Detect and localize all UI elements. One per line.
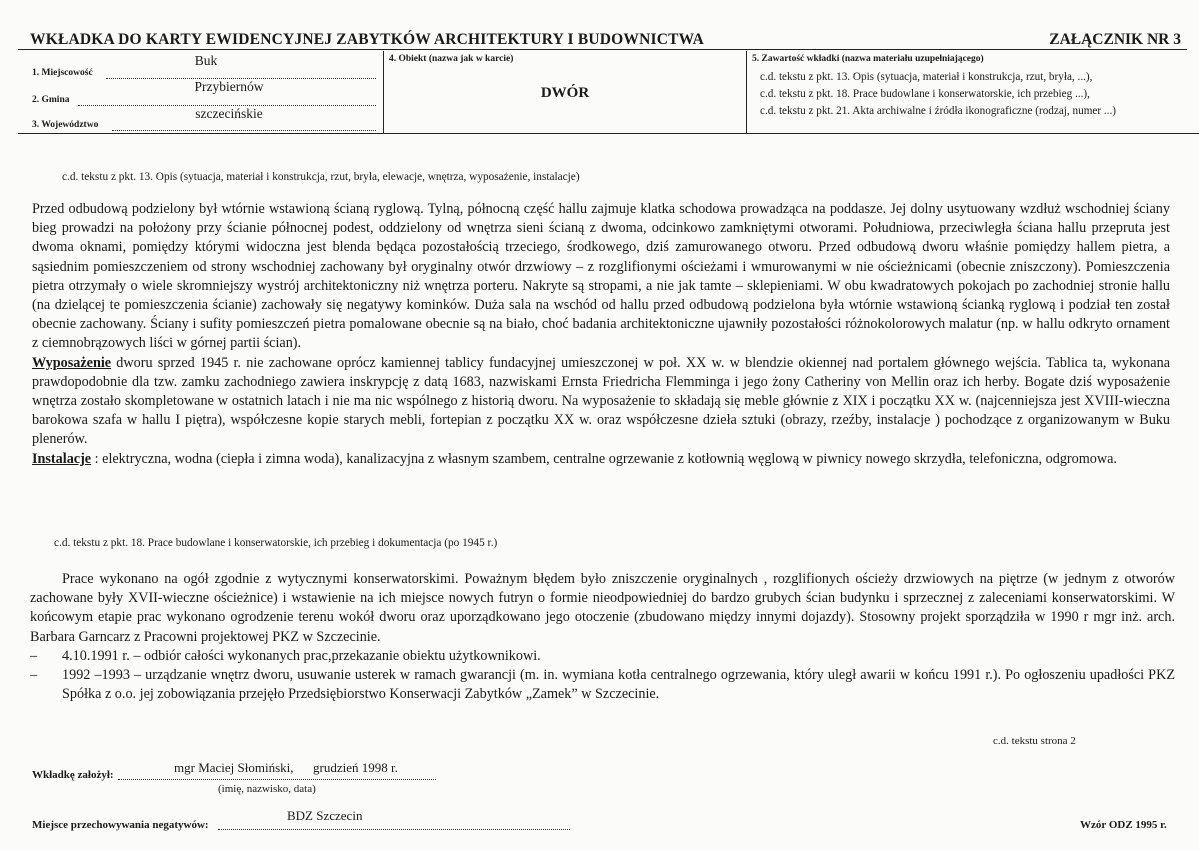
gmina-value: Przybiernów: [194, 79, 264, 94]
negatives-value: BDZ Szczecin: [287, 808, 363, 823]
created-by-line: [118, 779, 436, 780]
contents-line-13: c.d. tekstu z pkt. 13. Opis (sytuacja, materiał i konstrukcja, rzut, bryła, ...),: [760, 71, 1093, 83]
object-name: DWÓR: [540, 85, 590, 101]
miejscowosc-label: 1. Miejscowość: [32, 68, 93, 78]
wojewodztwo-label: 3. Województwo: [32, 120, 99, 130]
continued-note: c.d. tekstu strona 2: [993, 735, 1076, 747]
annex-number: ZAŁĄCZNIK NR 3: [1049, 31, 1181, 48]
wojewodztwo-line: [112, 130, 376, 131]
section18-paragraph: Prace wykonano na ogół zgodnie z wytycznymi konserwatorskimi. Poważnym błędem było zniszczenie oryginalnych , rozglifionych ościeży drzwiowych na piętrze (w jednym z otworów zachowane były XVII-wieczne ościeżnice) i wstawienie na ich miejsce nowych futryn o formie nieodpowiedniej do bardzo grubych ścian budynku i sprzecznej z zaleceniami konserwatorskimi. W końcowym etapie prac wykonano ogrodzenie terenu wokół dworu oraz uporządkowano jego otoczenie (zbudowano między innymi dojazdy). Stosowny projekt sporządziła w 1990 r mgr inż. arch. Barbara Garncarz z Pracowni projektowej PKZ w Szczecinie.: [30, 571, 1175, 645]
list-dash: –: [30, 667, 38, 684]
wyposazenie-paragraph: [32, 354, 1170, 450]
wyposazenie-heading: Wyposażenie: [32, 354, 112, 371]
miejscowosc-value: Buk: [194, 53, 218, 68]
header-top-rule: [18, 49, 1187, 50]
contents-label: 5. Zawartość wkładki (nazwa materiału uzupełniającego): [752, 54, 984, 64]
list-dash: –: [30, 647, 38, 664]
section13-caption: c.d. tekstu z pkt. 13. Opis (sytuacja, materiał i konstrukcja, rzut, bryła, elewacje, wnętrza, wyposażenie, instalacje): [62, 171, 580, 183]
form-title: WKŁADKA DO KARTY EWIDENCYJNEJ ZABYTKÓW ARCHITEKTURY I BUDOWNICTWA: [30, 31, 705, 48]
template-version: Wzór ODZ 1995 r.: [1080, 819, 1167, 831]
created-by-hint: (imię, nazwisko, data): [218, 783, 316, 795]
instalacje-paragraph: [32, 450, 1170, 469]
created-by-value: mgr Maciej Słomiński, grudzień 1998 r.: [174, 760, 398, 775]
contents-line-18: c.d. tekstu z pkt. 18. Prace budowlane i konserwatorskie, ich przebieg ...),: [760, 88, 1090, 100]
section18-body: [30, 570, 1175, 704]
negatives-line: [218, 829, 570, 830]
section13-body: [32, 200, 1170, 469]
object-box: [384, 51, 747, 133]
section18-caption: c.d. tekstu z pkt. 18. Prace budowlane i konserwatorskie, ich przebieg i dokumentacja (po 1945 r.): [54, 537, 498, 549]
contents-box: [748, 51, 1199, 133]
wyposazenie-text: dworu sprzed 1945 r. nie zachowane oprócz kamiennej tablicy fundacyjnej umieszczonej w poł. XX w. w blendzie okiennej nad portalem głównego wejścia. Tablica ta, wykonana prawdopodobnie dla tzw. zamku zachodniego zawiera inskrypcję z datą 1683, nazwiskami Ernsta Friedricha Flemminga i jego żony Catheriny von Mellin oraz ich herby. Bogate dziś wyposażenie wnętrza zostało skompletowane w ostatnich latach i nie ma nic wspólnego z historią dworu. Na wyposażenie to składają się meble głównie z XIX i początku XX w. (najcenniejsza jest XVIII-wieczna barokowa szafa w hallu I piętra), współczesne kopie starych mebli, fortepian z początku XX w. oraz współczesne dzieła sztuki (obrazy, rzeźby, instalacje ) pochodzące z organizowanym w Buku plenerów.: [32, 354, 1170, 448]
list-item: [30, 647, 1175, 666]
instalacje-heading: Instalacje: [32, 450, 92, 467]
list-item-text: 4.10.1991 r. – odbiór całości wykonanych prac,przekazanie obiektu użytkownikowi.: [62, 647, 541, 664]
gmina-label: 2. Gmina: [32, 95, 70, 105]
list-item: [30, 666, 1175, 704]
negatives-label: Miejsce przechowywania negatywów:: [32, 819, 209, 831]
list-item-text: 1992 –1993 – urządzanie wnętrz dworu, usuwanie usterek w ramach gwarancji (m. in. wymiana kotła centralnego ogrzewania, który uległ awarii w końcu 1991 r.). Po ogłoszeniu upadłości PKZ Spółka z o.o. jej zobowiązania przejęło Przedsiębiorstwo Konserwacji Zabytków „Zamek” w Szczecinie.: [62, 667, 1175, 703]
instalacje-text: : elektryczna, wodna (ciepła i zimna woda), kanalizacyjna z własnym szambem, centralne ogrzewanie z kotłownią węglową w piwnicy nowego skrzydła, telefoniczna, odgromowa.: [91, 450, 1117, 467]
wojewodztwo-value: szczecińskie: [195, 106, 263, 121]
location-box: [18, 51, 384, 133]
section13-paragraph: Przed odbudową podzielony był wtórnie wstawioną ścianą ryglową. Tylną, północną część hallu zajmuje klatka schodowa prowadząca na poddasze. Jej dolny usytuowany wzdłuż wschodniej ściany bieg prowadzi na położony przy ścianie północnej podest, oddzielony od wnętrza sieni ścianą z dwoma, odcinkowo zamkniętymi otworami. Południowa, przeciwległa ściana hallu przepruta jest dwoma oknami, pomiędzy którymi widoczna jest blenda będąca pozostałością trzeciego, środkowego, dziś zamurowanego otworu. Przed odbudową dworu właśnie pomiędzy hallem pietra, a sąsiednim pomieszczeniem od strony wschodniej zachowany był oryginalny otwór drzwiowy – z rozglifionymi ościeżami i wmurowanymi w nie ościeżnicami (obecnie zniszczony). Pomieszczenia pietra otrzymały o wiele skromniejszy wystrój architektoniczny niż wnętrza porteru. Nakryte są stropami, a nie jak tamte – sklepieniami. W obu kwadratowych pokojach po zachodniej stronie hallu (na dzielącej te pomieszczenia ścianie) zachowały się negatywy kominków. Duża sala na wschód od hallu przed odbudową podzielona była wtórnie wstawioną ścianką ryglową i podział ten został obecnie zachowany. Ściany i sufity pomieszczeń pietra pomalowane obecnie są na biało, choć badania architektoniczne ujawniły pozostałości różnokolorowych malatur (np. w hallu odkryto ornament z ciemnobrązowych liści w górnej partii ścian).: [32, 201, 1170, 352]
contents-line-21: c.d. tekstu z pkt. 21. Akta archiwalne i źródła ikonograficzne (rodzaj, numer ...): [760, 105, 1117, 117]
object-label: 4. Obiekt (nazwa jak w karcie): [389, 54, 514, 64]
created-by-label: Wkładkę założył:: [32, 769, 114, 781]
